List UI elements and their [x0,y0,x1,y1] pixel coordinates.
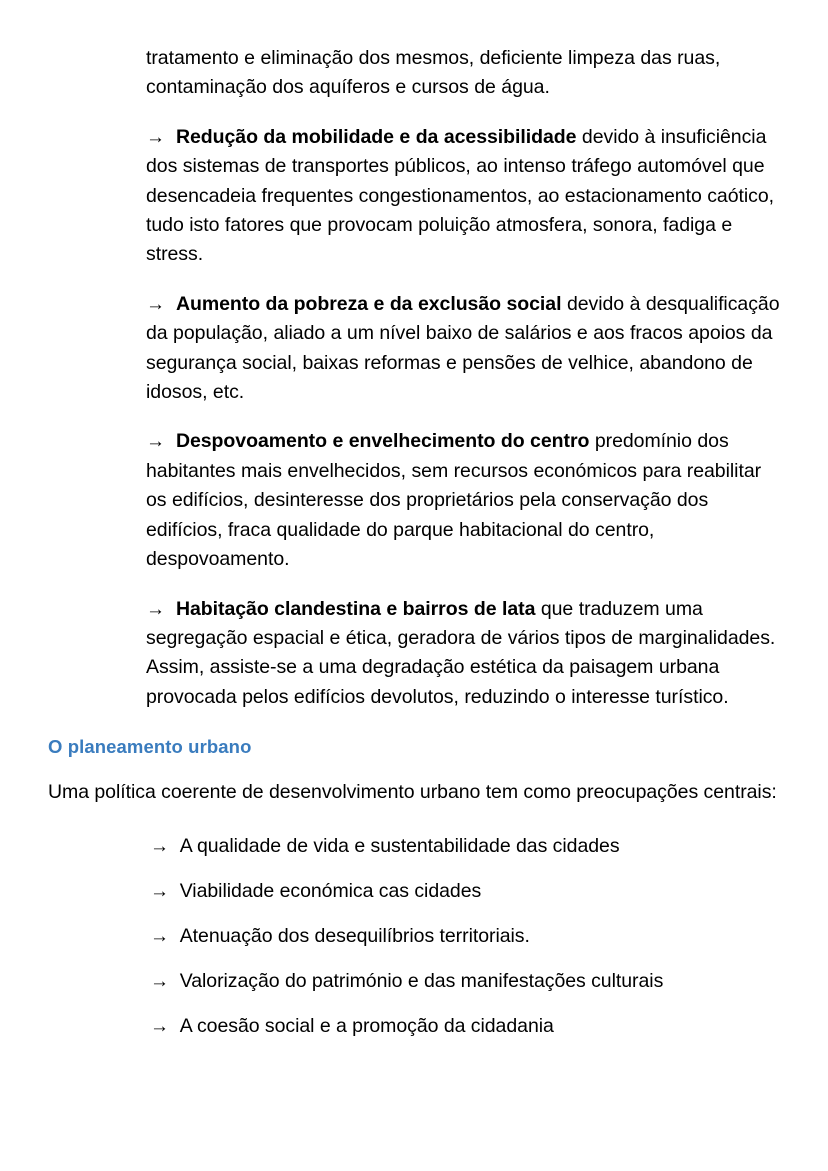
problem-lead: Despovoamento e envelhecimento do centro [175,430,590,453]
arrow-icon: → [146,293,165,315]
problem-text: devido à desqualificação da população, aliado a um nível baixo de salários e aos fracos apoios da segurança social, baixas reformas e pensões de velhice, abandono de idosos, etc. [146,292,780,404]
problem-item-mobility [146,123,780,270]
arrow-icon: → [146,126,165,148]
list-item [150,877,788,906]
arrow-icon: → [146,598,165,620]
problem-item-housing [146,595,780,713]
section-heading-planeamento-urbano: O planeamento urbano [48,736,252,758]
problem-lead: Aumento da pobreza e da exclusão social [175,292,562,315]
problem-text: predomínio dos habitantes mais envelhecidos, sem recursos económicos para reabilitar os edifícios, desinteresse dos proprietários pela conservação dos edifícios, fraca qualidade do parque habitacional do centro, despovoamento. [146,430,762,571]
problem-item-poverty [146,290,780,408]
list-item-label: A qualidade de vida e sustentabilidade das cidades [179,834,620,857]
problem-text: que traduzem uma segregação espacial e ética, geradora de vários tipos de marginalidades. Assim, assiste-se a uma degradação estética da paisagem urbana provocada pelos edifícios devolutos, reduzindo o interesse turístico. [146,597,776,708]
list-item-label: Atenuação dos desequilíbrios territoriais. [179,924,530,947]
arrow-icon: → [150,880,169,902]
list-item-label: Viabilidade económica cas cidades [179,879,482,902]
arrow-icon: → [146,431,165,453]
arrow-icon: → [150,970,169,992]
problem-text: devido à insuficiência dos sistemas de transportes públicos, ao intenso tráfego automóvel que desencadeia frequentes congestionamentos, ao estacionamento caótico, tudo isto fatores que provocam poluição atmosfera, sonora, fadiga e stress. [146,125,775,266]
arrow-icon: → [150,1015,169,1037]
problem-lead: Habitação clandestina e bairros de lata [175,597,536,620]
arrow-icon: → [150,925,169,947]
list-item [150,967,788,996]
problem-lead: Redução da mobilidade e da acessibilidade [175,125,577,148]
problem-item-depopulation [146,427,780,574]
arrow-icon: → [150,835,169,857]
list-item [150,922,788,951]
section-intro-paragraph: Uma política coerente de desenvolvimento urbano tem como preocupações centrais: [48,781,777,804]
continued-paragraph: tratamento e eliminação dos mesmos, deficiente limpeza das ruas, contaminação dos aquíferos e cursos de água. [146,47,721,99]
concerns-list [0,808,828,1041]
list-item [150,1012,788,1041]
list-item [150,832,788,861]
list-item-label: A coesão social e a promoção da cidadania [179,1014,554,1037]
list-item-label: Valorização do património e das manifestações culturais [179,969,664,992]
